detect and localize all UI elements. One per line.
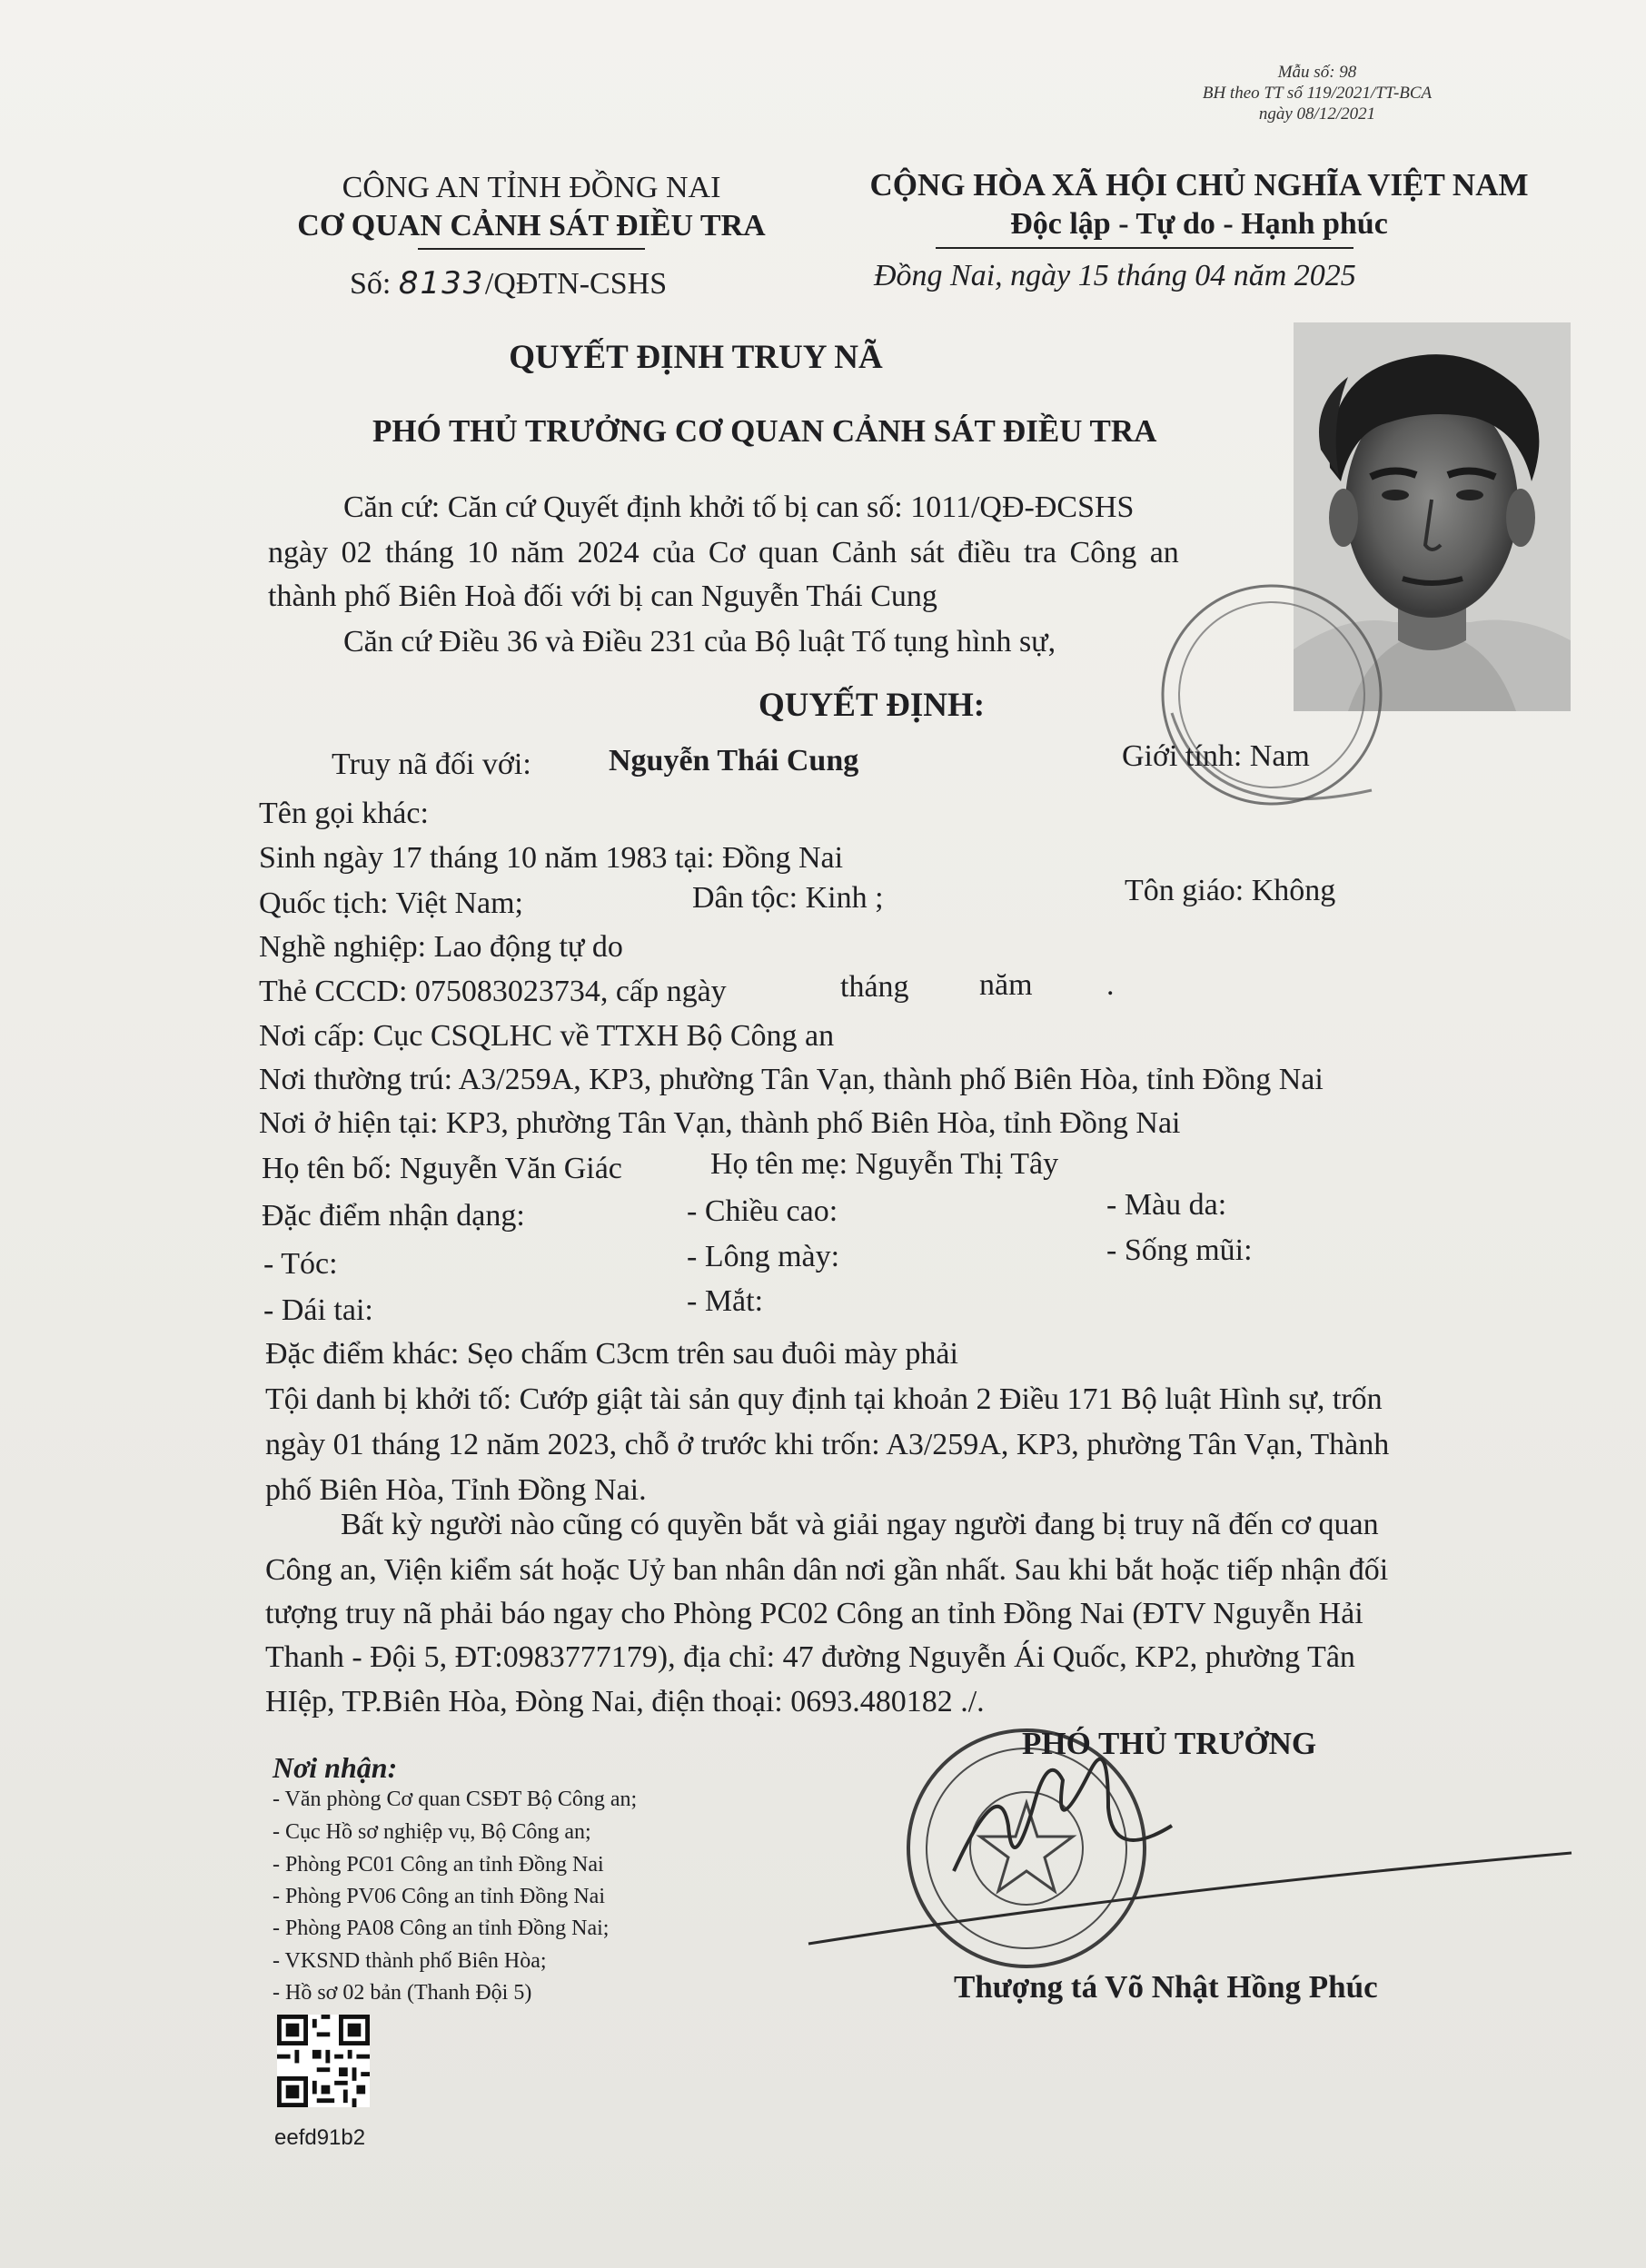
earlobes: - Dái tai: <box>263 1293 373 1327</box>
suspect-name: Nguyễn Thái Cung <box>609 744 859 777</box>
charges-line-3: phố Biên Hòa, Tỉnh Đồng Nai. <box>265 1473 647 1507</box>
qr-code-text: eefd91b2 <box>274 2125 366 2150</box>
signatory-title: PHÓ THỦ TRƯỞNG <box>1022 1726 1317 1761</box>
photo-seal-stamp <box>1154 554 1417 836</box>
nation-name: CỘNG HÒA XÃ HỘI CHỦ NGHĨA VIỆT NAM <box>869 167 1529 203</box>
religion: Tôn giáo: Không <box>1125 874 1336 907</box>
notice-line-1: Bất kỳ người nào cũng có quyền bắt và giải ngay người đang bị truy nã đến cơ quan <box>341 1508 1379 1541</box>
signature-icon <box>790 1717 1608 1953</box>
father-name: Họ tên bố: Nguyễn Văn Giác <box>262 1152 622 1185</box>
height: - Chiều cao: <box>687 1194 838 1228</box>
recipient-item: - Phòng PC01 Công an tỉnh Đồng Nai <box>273 1853 604 1877</box>
form-date: ngày 08/12/2021 <box>1258 104 1376 124</box>
office-name: CƠ QUAN CẢNH SÁT ĐIỀU TRA <box>297 209 766 243</box>
so-label: Số: <box>350 267 392 301</box>
basis-line-3: thành phố Biên Hoà đối với bị can Nguyễn Thái Cung <box>268 579 937 613</box>
issue-date: Đồng Nai, ngày 15 tháng 04 năm 2025 <box>874 259 1356 292</box>
current-address: Nơi ở hiện tại: KP3, phường Tân Vạn, thành phố Biên Hòa, tỉnh Đồng Nai <box>259 1106 1181 1140</box>
recipient-item: - Phòng PV06 Công an tỉnh Đồng Nai <box>273 1885 605 1908</box>
basis-line-1: Căn cứ: Căn cứ Quyết định khởi tố bị can số: 1011/QĐ-ĐCSHS <box>343 490 1135 524</box>
recipient-item: - Cục Hồ sơ nghiệp vụ, Bộ Công an; <box>273 1820 591 1844</box>
so-suffix: /QĐTN-CSHS <box>484 267 668 301</box>
national-motto: Độc lập - Tự do - Hạnh phúc <box>1010 207 1388 241</box>
agency-name: CÔNG AN TỈNH ĐỒNG NAI <box>342 171 721 204</box>
recipient-item: - Hồ sơ 02 bản (Thanh Đội 5) <box>273 1981 532 2005</box>
notice-line-3: tượng truy nã phải báo ngay cho Phòng PC02 Công an tỉnh Đồng Nai (ĐTV Nguyễn Hải <box>265 1597 1363 1630</box>
identifying-features: Đặc điểm nhận dạng: <box>262 1199 525 1233</box>
id-issue-month: tháng <box>840 970 909 1004</box>
charges-line-2: ngày 01 tháng 12 năm 2023, chỗ ở trước khi trốn: A3/259A, KP3, phường Tân Vạn, Thành <box>265 1428 1390 1461</box>
document-title: QUYẾT ĐỊNH TRUY NÃ <box>509 339 883 376</box>
permanent-address: Nơi thường trú: A3/259A, KP3, phường Tân Vạn, thành phố Biên Hòa, tỉnh Đồng Nai <box>259 1063 1324 1096</box>
id-card: Thẻ CCCD: 075083023734, cấp ngày <box>259 975 727 1008</box>
form-circular: BH theo TT số 119/2021/TT-BCA <box>1202 84 1433 103</box>
eyebrows: - Lông mày: <box>687 1240 840 1273</box>
id-issue-year: năm <box>979 968 1033 1002</box>
recipients-label: Nơi nhận: <box>273 1751 398 1784</box>
document-number <box>350 265 667 302</box>
birth-info: Sinh ngày 17 tháng 10 năm 1983 tại: Đồng Nai <box>259 841 844 875</box>
notice-line-2: Công an, Viện kiểm sát hoặc Uỷ ban nhân dân nơi gần nhất. Sau khi bắt hoặc tiếp nhận đối <box>265 1553 1389 1587</box>
nationality: Quốc tịch: Việt Nam; <box>259 886 523 920</box>
id-issue-end: . <box>1106 968 1115 1002</box>
so-number-handwritten: 8133 <box>398 265 485 302</box>
recipient-item: - Văn phòng Cơ quan CSĐT Bộ Công an; <box>273 1788 638 1811</box>
office-underline <box>418 248 645 250</box>
notice-line-4: Thanh - Đội 5, ĐT:0983777179), địa chỉ: 47 đường Nguyễn Ái Quốc, KP2, phường Tân <box>265 1640 1355 1674</box>
recipient-item: - Phòng PA08 Công an tỉnh Đồng Nai; <box>273 1916 610 1940</box>
eyes: - Mắt: <box>687 1284 764 1318</box>
suspect-gender: Giới tính: Nam <box>1122 739 1310 773</box>
issuer-title: PHÓ THỦ TRƯỞNG CƠ QUAN CẢNH SÁT ĐIỀU TRA <box>372 413 1157 449</box>
recipient-item: - VKSND thành phố Biên Hòa; <box>273 1949 547 1973</box>
decision-heading: QUYẾT ĐỊNH: <box>759 687 986 724</box>
id-issued-by: Nơi cấp: Cục CSQLHC về TTXH Bộ Công an <box>259 1019 835 1053</box>
signatory-name: Thượng tá Võ Nhật Hồng Phúc <box>954 1969 1378 2005</box>
motto-underline <box>936 247 1353 249</box>
hair: - Tóc: <box>263 1247 338 1281</box>
occupation: Nghề nghiệp: Lao động tự do <box>259 930 623 964</box>
other-features: Đặc điểm khác: Sẹo chấm C3cm trên sau đuôi mày phải <box>265 1337 958 1371</box>
form-reference <box>1126 62 1508 124</box>
basis-line-4: Căn cứ Điều 36 và Điều 231 của Bộ luật Tố tụng hình sự, <box>343 625 1056 659</box>
basis-line-2: ngày 02 tháng 10 năm 2024 của Cơ quan Cảnh sát điều tra Công an <box>268 536 1179 569</box>
ethnicity: Dân tộc: Kinh ; <box>692 881 884 915</box>
nose-bridge: - Sống mũi: <box>1106 1233 1253 1267</box>
wanted-label: Truy nã đối với: <box>332 748 531 781</box>
skin-color: - Màu da: <box>1106 1188 1227 1222</box>
form-number: Mẫu số: 98 <box>1277 63 1357 82</box>
notice-line-5: HIệp, TP.Biên Hòa, Đòng Nai, điện thoại: 0693.480182 ./. <box>265 1685 985 1718</box>
mother-name: Họ tên mẹ: Nguyễn Thị Tây <box>710 1147 1059 1181</box>
alias: Tên gọi khác: <box>259 797 429 830</box>
qr-code-icon <box>277 2015 370 2107</box>
charges-line-1: Tội danh bị khởi tố: Cướp giật tài sản quy định tại khoản 2 Điều 171 Bộ luật Hình sự, trốn <box>265 1382 1383 1416</box>
